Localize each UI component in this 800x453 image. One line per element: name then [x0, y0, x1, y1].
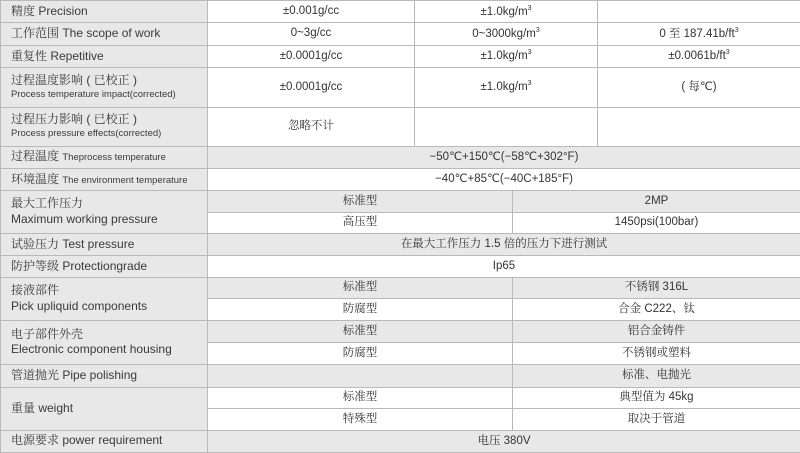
precision-g-cc: ±0.001g/cc	[208, 1, 415, 23]
wetted-val-anticorrosion: 合金 C222、钛	[513, 299, 800, 320]
housing-val-standard: 铝合金铸件	[513, 320, 800, 342]
pressure-effect-value: 忽略不计	[208, 107, 415, 146]
weight-sub-special: 特殊型	[208, 409, 513, 430]
row-temp-impact	[1, 68, 800, 108]
label-pressure-effect	[1, 107, 208, 146]
row-wetted-standard	[1, 277, 800, 298]
wetted-sub-anticorrosion: 防腐型	[208, 299, 513, 320]
label-housing: 电子部件外壳 Electronic component housing	[1, 320, 208, 365]
row-pressure-effect	[1, 107, 800, 146]
scope-g-cc: 0~3g/cc	[208, 23, 415, 45]
max-pressure-val-high: 1450psi(100bar)	[513, 212, 800, 233]
label-protection: 防护等级 Protectiongrade	[1, 256, 208, 277]
row-polishing	[1, 365, 800, 387]
housing-sub-anticorrosion: 防腐型	[208, 342, 513, 364]
pressure-effect-empty-2	[598, 107, 800, 146]
label-pressure-effect-en: Process pressure effects(corrected)	[11, 128, 162, 140]
label-temp-impact-cn: 过程温度影响 ( 已校正 )	[11, 73, 137, 88]
label-repetitive: 重复性 Repetitive	[1, 45, 208, 67]
precision-imperial	[598, 1, 800, 23]
label-polishing: 管道抛光 Pipe polishing	[1, 365, 208, 387]
process-temp-value: −50℃+150℃(−58℃+302°F)	[208, 146, 800, 168]
max-pressure-sub-high: 高压型	[208, 212, 513, 233]
temp-impact-per-degree: ( 每℃)	[598, 68, 800, 108]
max-pressure-sub-standard: 标准型	[208, 191, 513, 212]
row-max-pressure-standard	[1, 191, 800, 212]
label-test-pressure: 试验压力 Test pressure	[1, 234, 208, 256]
housing-sub-standard: 标准型	[208, 320, 513, 342]
wetted-val-standard: 不锈钢 316L	[513, 277, 800, 298]
polishing-value: 标准、电抛光	[513, 365, 800, 387]
weight-val-standard: 典型值为 45kg	[513, 387, 800, 408]
repetitive-lb-ft3: $\pm 0.0061b/ft^3$	[598, 45, 800, 67]
row-weight-standard	[1, 387, 800, 408]
precision-kg-m3: $\pm 1.0kg/m^3$	[415, 1, 598, 23]
row-test-pressure	[1, 234, 800, 256]
test-pressure-value: 在最大工作压力 1.5 倍的压力下进行测试	[208, 234, 800, 256]
label-power: 电源要求 power requirement	[1, 430, 208, 453]
label-max-pressure: 最大工作压力 Maximum working pressure	[1, 191, 208, 234]
repetitive-kg-m3: $\pm 1.0kg/m^3$	[415, 45, 598, 67]
row-scope	[1, 23, 800, 45]
power-value: 电压 380V	[208, 430, 800, 453]
row-process-temp	[1, 146, 800, 168]
env-temp-value: −40℃+85℃(−40C+185°F)	[208, 168, 800, 190]
pressure-effect-empty-1	[415, 107, 598, 146]
scope-lb-ft3: 0 至 $187.41b/ft^3$	[598, 23, 800, 45]
weight-val-special: 取决于管道	[513, 409, 800, 430]
row-protection	[1, 256, 800, 277]
protection-value: Ip65	[208, 256, 800, 277]
housing-val-anticorrosion: 不锈钢或塑料	[513, 342, 800, 364]
label-precision: 精度 Precision	[1, 1, 208, 23]
row-repetitive	[1, 45, 800, 67]
max-pressure-val-standard: 2MP	[513, 191, 800, 212]
label-pressure-effect-cn: 过程压力影响 ( 已校正 )	[11, 112, 137, 127]
wetted-sub-standard: 标准型	[208, 277, 513, 298]
weight-sub-standard: 标准型	[208, 387, 513, 408]
row-housing-standard	[1, 320, 800, 342]
label-temp-impact	[1, 68, 208, 108]
polishing-empty	[208, 365, 513, 387]
label-wetted-parts: 接液部件 Pick upliquid components	[1, 277, 208, 320]
label-weight: 重量 weight	[1, 387, 208, 430]
label-scope: 工作范围 The scope of work	[1, 23, 208, 45]
temp-impact-kg-m3: $\pm 1.0kg/m^3$	[415, 68, 598, 108]
repetitive-g-cc: ±0.0001g/cc	[208, 45, 415, 67]
row-power	[1, 430, 800, 453]
row-precision	[1, 1, 800, 23]
scope-kg-m3: $0\sim 3000kg/m^3$	[415, 23, 598, 45]
temp-impact-g-cc: ±0.0001g/cc	[208, 68, 415, 108]
label-temp-impact-en: Process temperature impact(corrected)	[11, 88, 176, 100]
row-env-temp	[1, 168, 800, 190]
label-env-temp: 环境温度 The environment temperature	[1, 168, 208, 190]
label-process-temp: 过程温度 Theprocess temperature	[1, 146, 208, 168]
